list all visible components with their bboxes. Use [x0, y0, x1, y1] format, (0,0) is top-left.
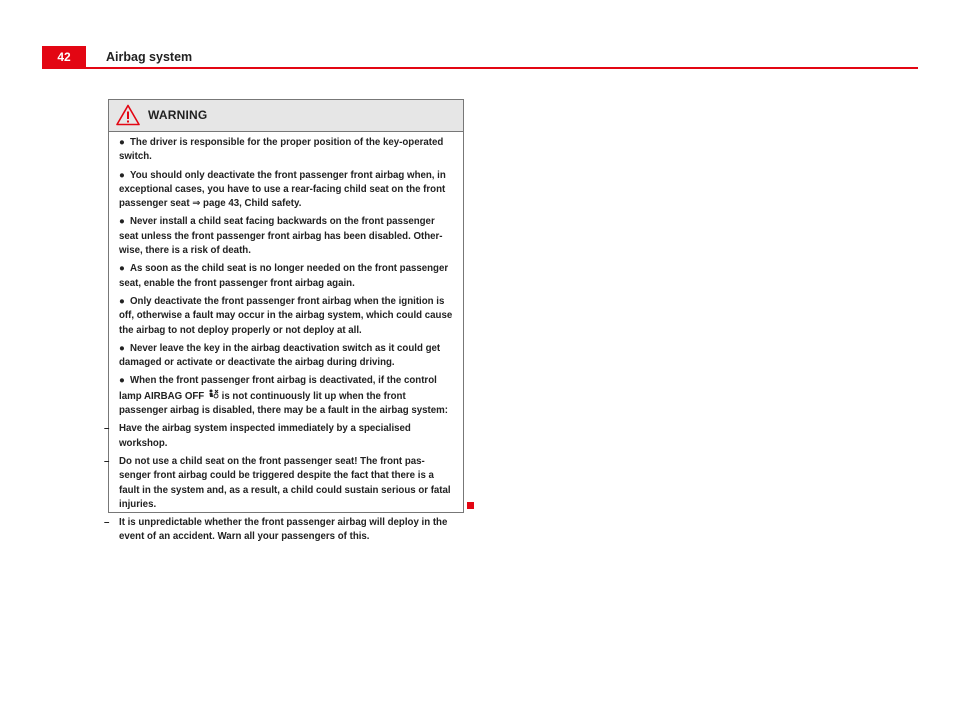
warning-body	[104, 132, 463, 545]
bullet: ●	[119, 342, 125, 354]
warning-item: ● You should only deactivate the front passenger front airbag when, in exceptional cases, you have to use a rear-facing child seat on the front passenger seat ⇒ page 43, Child safety.	[119, 169, 446, 210]
warning-title: WARNING	[148, 108, 208, 122]
warning-header	[109, 100, 463, 132]
warning-item: ● Only deactivate the front passenger front airbag when the ignition is off, otherwise a fault may occur in the airbag system, which could cause the airbag to not deploy properly or not deploy at all.	[119, 295, 453, 336]
dash: –	[104, 517, 110, 529]
section-title: Airbag system	[106, 50, 193, 64]
warning-sub-item: – Do not use a child seat on the front passenger seat! The front pas-senger front airbag could be triggered despite the fact that there is a fault in the system and, as a result, a child could sustain serious or fatal injuries.	[104, 455, 451, 510]
warning-item: ● As soon as the child seat is no longer needed on the front passenger seat, enable the front passenger front airbag again.	[119, 263, 449, 289]
bullet: ●	[119, 169, 125, 181]
page-header	[42, 46, 918, 69]
warning-item: ● Never leave the key in the airbag deactivation switch as it could get damaged or activate or deactivate the airbag during driving.	[119, 342, 441, 369]
warning-sub-item: – Have the airbag system inspected immediately by a specialised workshop.	[104, 423, 411, 449]
bullet: ●	[119, 263, 125, 275]
section-end-marker	[467, 502, 474, 509]
warning-box	[104, 99, 464, 543]
warning-triangle-icon	[116, 104, 140, 126]
warning-item: ● Never install a child seat facing backwards on the front passenger seat unless the front passenger front airbag has been disabled. Other-wise, there is a risk of death.	[119, 216, 443, 257]
bullet: ●	[119, 375, 125, 387]
dash: –	[104, 423, 110, 435]
bullet: ●	[119, 137, 125, 148]
airbag-off-icon	[207, 389, 219, 399]
warning-sub-item: – It is unpredictable whether the front passenger airbag will deploy in the event of an accident. Warn all your passengers of this.	[104, 517, 448, 543]
warning-item: ● When the front passenger front airbag is deactivated, if the control lamp AIRBAG OFF is not continuously lit up when the front passenger airbag is disabled, there may be a fault in the airbag system:	[119, 375, 448, 417]
bullet: ●	[119, 216, 125, 228]
dash: –	[104, 455, 110, 467]
bullet: ●	[119, 295, 125, 307]
warning-item: ● The driver is responsible for the proper position of the key-operated switch.	[119, 137, 444, 163]
page-number: 42	[42, 46, 86, 67]
